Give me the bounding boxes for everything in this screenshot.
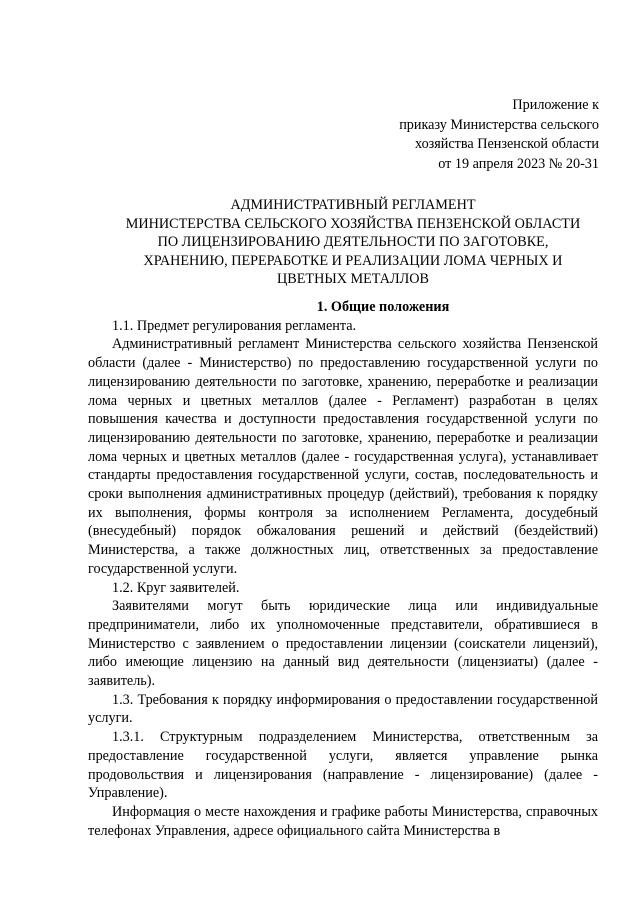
appendix-line: Приложение к [512,97,599,113]
title-line: МИНИСТЕРСТВА СЕЛЬСКОГО ХОЗЯЙСТВА ПЕНЗЕНСКОЙ ОБЛАСТИ [125,215,581,232]
appendix-line: приказу Министерства сельского [399,116,599,133]
appendix-line: хозяйства Пензенской области [415,136,599,152]
title-line: ХРАНЕНИЮ, ПЕРЕРАБОТКЕ И РЕАЛИЗАЦИИ ЛОМА ЧЕРНЫХ И [143,252,563,269]
paragraph: Информация о месте нахождения и графике работы Министерства, справочных телефонах Управления, адресе официального сайта Министерства в [88,803,598,839]
paragraph: Заявителями могут быть юридические лица или индивидуальные предприниматели, либо их уполномоченные представители, обратившиеся в Министерство с заявлением о предоставлении лицензии (соискатели лицензий), либо имеющие лицензию на данный вид деятельности (лицензиаты) (далее - заявитель). [88,598,598,690]
paragraph: 1.3. Требования к порядку информирования о предоставлении государственной услуги. [88,691,598,727]
title-line: ЦВЕТНЫХ МЕТАЛЛОВ [277,271,429,288]
title-line: АДМИНИСТРАТИВНЫЙ РЕГЛАМЕНТ [230,197,476,213]
paragraph: 1.3.1. Структурным подразделением Министерства, ответственным за предоставление государственной услуги, является управление рынка продовольствия и лицензирования (направление - лицензирование) (далее - Управление). [88,729,598,802]
document-body [88,298,598,840]
paragraph: 1.2. Круг заявителей. [112,579,240,596]
appendix-line: от 19 апреля 2023 № 20-31 [438,155,599,172]
title-line: ПО ЛИЦЕНЗИРОВАНИЮ ДЕЯТЕЛЬНОСТИ ПО ЗАГОТОВКЕ, [157,234,549,251]
paragraph: Административный регламент Министерства сельского хозяйства Пензенской области (далее - Министерство) по предоставлению государственной услуги по лицензированию деятельности по заготовке, хранению, переработке и реализации лома черных и цветных металлов (далее - Регламент) разработан в целях повышения качества и доступности предоставления государственной услуги по лицензированию деятельности по заготовке, хранению, переработке и реализации лома черных и цветных металлов (далее - государственная услуга), устанавливает стандарты предоставления государственной услуги, состав, последовательность и сроки выполнения административных процедур (действий), требования к порядку их выполнения, формы контроля за исполнением Регламента, досудебный (внесудебный) порядок обжалования решений и действий (бездействий) Министерства, а также должностных лиц, ответственных за предоставление государственной услуги. [88,336,598,577]
appendix-block [399,96,599,174]
document-title [88,196,618,289]
section-heading: 1. Общие положения [316,299,450,315]
paragraph: 1.1. Предмет регулирования регламента. [112,317,357,334]
